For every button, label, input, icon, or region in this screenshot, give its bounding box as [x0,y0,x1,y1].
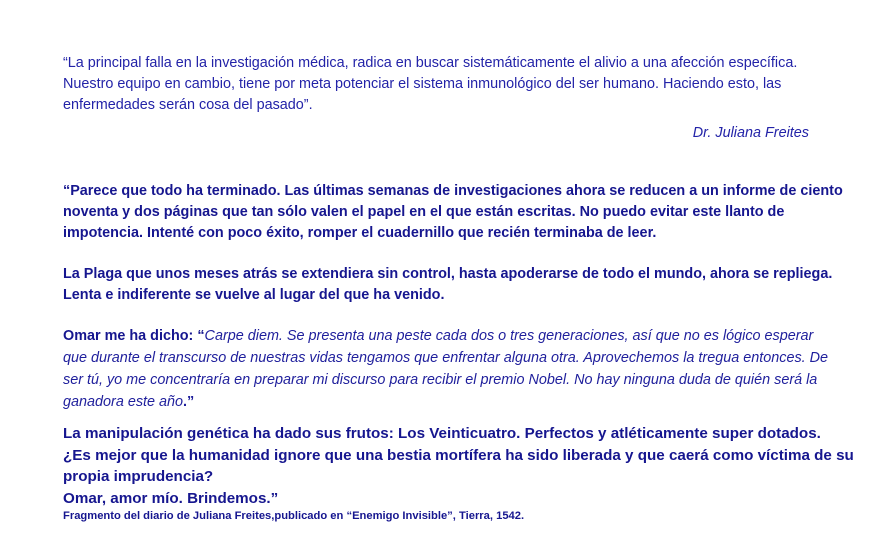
paragraph-4-line-3: Omar, amor mío. Brindemos.” [63,489,279,507]
omar-quote-close: .” [183,394,195,410]
omar-quote: Carpe diem. Se presenta una peste cada dos o tres generaciones, así que no es lógico esperar que durante el transcurso de nuestras vidas tengamos que enfrentar alguna otra. Aprovechemos la tregua entonces. De ser tú, yo me concentraría en preparar mi discurso para recibir el premio Nobel. No hay ninguna duda de quién será la ganadora este año [63,328,829,410]
omar-said-lead: Omar me ha dicho: “ [63,328,205,344]
paragraph-4-line-1: La manipulación genética ha dado sus frutos: Los Veinticuatro. Perfectos y atléticamente super dotados. [63,425,821,442]
diary-paragraph-3 [63,325,833,413]
diary-paragraph-2: La Plaga que unos meses atrás se extendiera sin control, hasta apoderarse de todo el mundo, ahora se repliega. Lenta e indiferente se vuelve al lugar del que ha venido. [63,266,833,303]
epigraph-quote: “La principal falla en la investigación médica, radica en buscar sistemáticamente el alivio a una afección específica. Nuestro equipo en cambio, tiene por meta potenciar el sistema inmunológico del ser humano. Haciendo esto, las enfermedades serán cosa del pasado”. [63,55,798,113]
paragraph-4-line-2: ¿Es mejor que la humanidad ignore que una bestia mortífera ha sido liberada y que caerá como víctima de su propia imprudencia? [63,446,854,485]
diary-paragraph-4 [63,423,863,509]
source-note: Fragmento del diario de Juliana Freites,publicado en “Enemigo Invisible”, Tierra, 1542. [63,510,525,522]
epigraph-author: Dr. Juliana Freites [692,125,809,141]
diary-paragraph-1: “Parece que todo ha terminado. Las últimas semanas de investigaciones ahora se reducen a un informe de ciento noventa y dos páginas que tan sólo valen el papel en el que están escritas. No puedo evitar este llanto de impotencia. Intenté con poco éxito, romper el cuadernillo que recién terminaba de leer. [63,183,843,241]
